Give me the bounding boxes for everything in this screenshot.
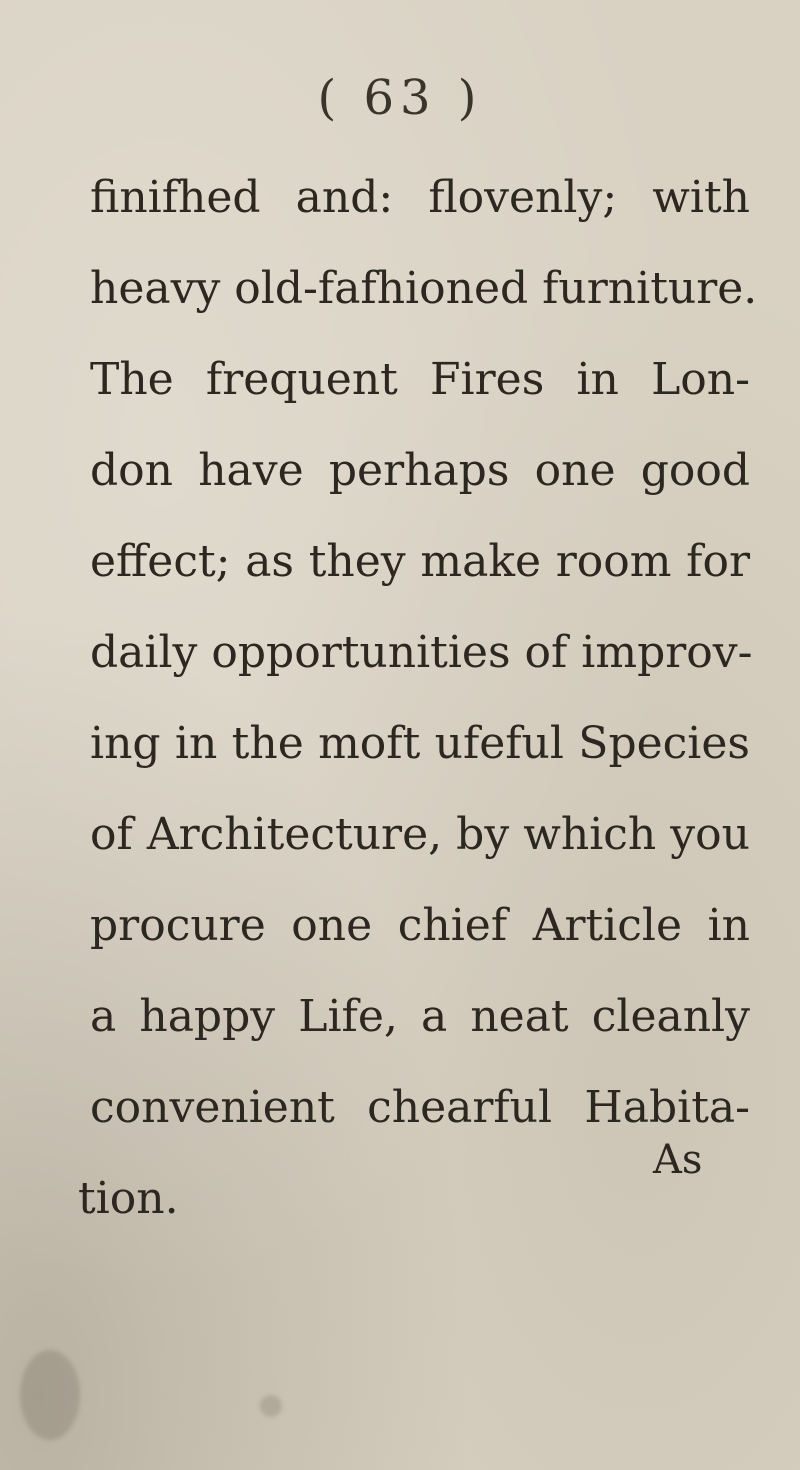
catchword: As bbox=[653, 1137, 703, 1183]
text-line: of Architecture, by which you bbox=[90, 809, 750, 860]
paper-stain bbox=[260, 1395, 282, 1417]
text-line: don have perhaps one good bbox=[90, 445, 750, 496]
text-line: tion. bbox=[78, 1173, 179, 1224]
page-number: ( 63 ) bbox=[317, 70, 483, 126]
paper-stain bbox=[20, 1350, 80, 1440]
text-line: heavy old-fafhioned furniture. bbox=[90, 263, 758, 314]
text-line: procure one chief Article in bbox=[90, 900, 750, 951]
body-text bbox=[78, 168, 758, 1260]
text-line: convenient chearful Habita- bbox=[90, 1082, 750, 1133]
text-line: ing in the moft ufeful Species bbox=[90, 718, 750, 769]
text-line: effect; as they make room for bbox=[90, 536, 750, 587]
text-line: a happy Life, a neat cleanly bbox=[90, 991, 750, 1042]
text-line: daily opportunities of improv- bbox=[90, 627, 753, 678]
text-line: finifhed and: flovenly; with bbox=[90, 172, 750, 223]
text-line: The frequent Fires in Lon- bbox=[90, 354, 750, 405]
